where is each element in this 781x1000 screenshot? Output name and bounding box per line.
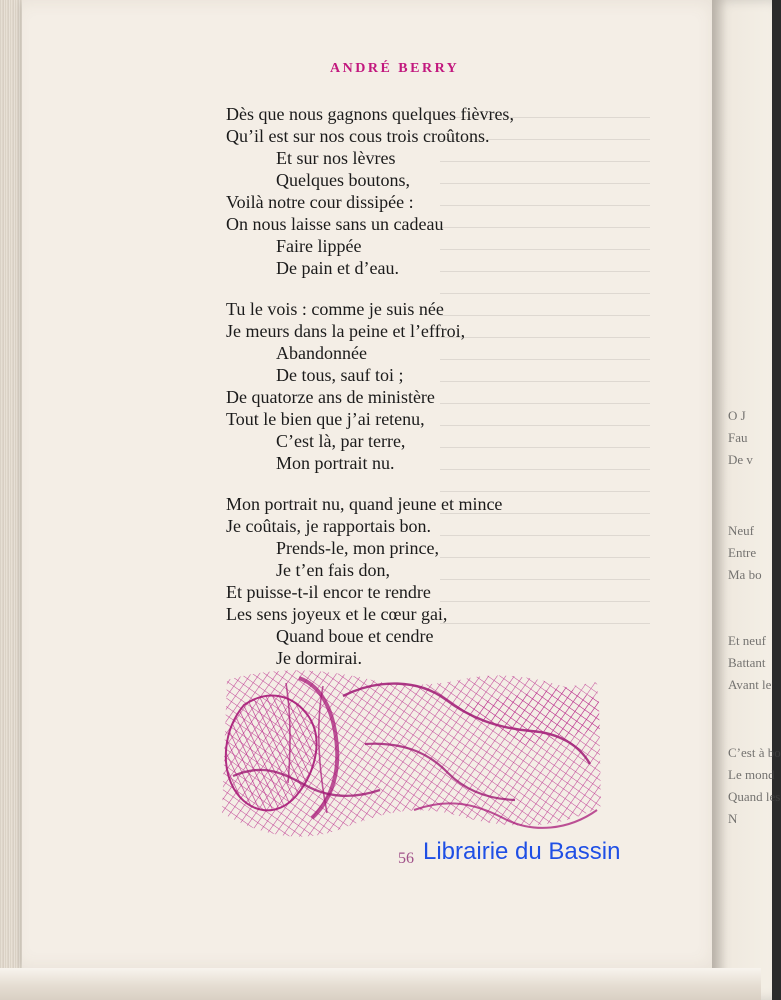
- poem-line: Mon portrait nu, quand jeune et mince: [226, 494, 503, 514]
- book-bottom-edge: [0, 968, 761, 1000]
- right-page-text-fragment: Battant: [728, 655, 766, 670]
- poem-text: [226, 103, 606, 688]
- poem-stanza-1: [226, 103, 606, 279]
- poem-line: Qu’il est sur nos cous trois croûtons.: [226, 126, 490, 146]
- poem-line: C’est là, par terre,: [276, 431, 406, 451]
- poem-line: Tout le bien que j’ai retenu,: [226, 409, 425, 429]
- right-book-page-edge: [712, 0, 781, 1000]
- poem-line: Et sur nos lèvres: [276, 148, 396, 168]
- poem-line: Prends-le, mon prince,: [276, 538, 439, 558]
- right-page-text-fragment: Avant le: [728, 677, 772, 692]
- poem-line: Abandonnée: [276, 343, 367, 363]
- poem-line: De quatorze ans de ministère: [226, 387, 435, 407]
- poem-line: De pain et d’eau.: [276, 258, 399, 278]
- poem-stanza-2: [226, 298, 606, 474]
- right-page-text-fragment: N: [728, 811, 738, 826]
- poem-line: Tu le vois : comme je suis née: [226, 299, 444, 319]
- poem-line: Je t’en fais don,: [276, 560, 390, 580]
- poem-line: Je coûtais, je rapportais bon.: [226, 516, 431, 536]
- poem-line: Quand boue et cendre: [276, 626, 434, 646]
- right-page-fragment-lower: [728, 630, 772, 696]
- running-head: ANDRÉ BERRY: [330, 61, 460, 76]
- poem-line: Et puisse-t-il encor te rendre: [226, 582, 431, 602]
- magenta-etching-illustration: [209, 660, 609, 842]
- poem-stanza-3: [226, 493, 606, 669]
- poem-line: Je meurs dans la peine et l’effroi,: [226, 321, 466, 341]
- right-page-text-fragment: Fau: [728, 430, 748, 445]
- poem-line: De tous, sauf toi ;: [276, 365, 404, 385]
- poem-line: Je dormirai.: [276, 648, 362, 668]
- right-page-text-fragment: Ma bo: [728, 567, 762, 582]
- right-page-text-fragment: C’est à bo: [728, 745, 781, 760]
- poem-line: Quelques boutons,: [276, 170, 410, 190]
- right-page-text-fragment: De v: [728, 452, 753, 467]
- poem-line: Faire lippée: [276, 236, 362, 256]
- poem-line: Dès que nous gagnons quelques fièvres,: [226, 104, 514, 124]
- right-page-text-fragment: Neuf: [728, 523, 754, 538]
- right-page-text-fragment: Quand les: [728, 789, 781, 804]
- page-number: 56: [398, 850, 414, 867]
- right-page-text-fragment: Entre: [728, 545, 757, 560]
- right-page-text-fragment: Le mond: [728, 767, 775, 782]
- right-page-fragment-top: [728, 405, 768, 471]
- poem-line: Voilà notre cour dissipée :: [226, 192, 414, 212]
- right-page-fragment-middle: [728, 520, 768, 586]
- right-page-text-fragment: O J: [728, 408, 746, 423]
- poem-line: Les sens joyeux et le cœur gai,: [226, 604, 448, 624]
- watermark: Librairie du Bassin: [423, 838, 621, 865]
- poem-line: On nous laisse sans un cadeau: [226, 214, 444, 234]
- right-page-text-fragment: Et neuf: [728, 633, 766, 648]
- poem-line: Mon portrait nu.: [276, 453, 395, 473]
- right-page-fragment-bottom: [728, 742, 781, 830]
